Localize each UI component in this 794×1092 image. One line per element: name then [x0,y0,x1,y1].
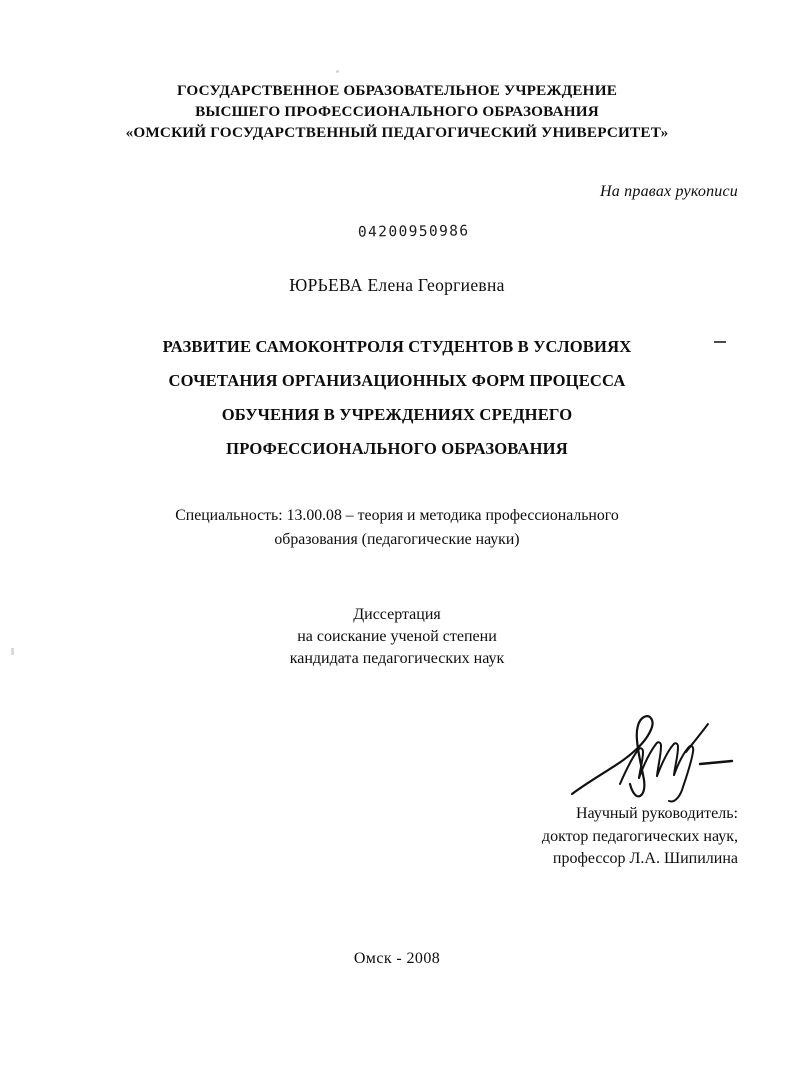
title-line-2: СОЧЕТАНИЯ ОРГАНИЗАЦИОННЫХ ФОРМ ПРОЦЕССА [168,371,626,390]
scan-dash-artifact [714,341,726,343]
institution-line-3: «ОМСКИЙ ГОСУДАРСТВЕННЫЙ ПЕДАГОГИЧЕСКИЙ УНИВЕРСИТЕТ» [125,124,669,141]
author-name: ЮРЬЕВА Елена Георгиевна [289,275,505,295]
degree-line-3: кандидата педагогических наук [289,650,505,667]
institution-line-1: ГОСУДАРСТВЕННОЕ ОБРАЗОВАТЕЛЬНОЕ УЧРЕЖДЕНИЕ [176,82,618,99]
scientific-advisor-block [542,803,738,871]
title-line-1: РАЗВИТИЕ САМОКОНТРОЛЯ СТУДЕНТОВ В УСЛОВИЯХ [162,337,632,356]
degree-statement [0,604,794,670]
title-line-4: ПРОФЕССИОНАЛЬНОГО ОБРАЗОВАНИЯ [226,439,568,458]
specialty-line-1: Специальность: 13.00.08 – теория и методика профессионального [175,507,619,524]
signature-icon [566,706,746,806]
scan-speck-artifact [336,70,339,73]
institution-line-2: ВЫСШЕГО ПРОФЕССИОНАЛЬНОГО ОБРАЗОВАНИЯ [195,103,599,120]
specialty-block [110,504,684,552]
manuscript-rights-note: На правах рукописи [600,183,738,200]
place-and-year: Омск - 2008 [353,950,441,967]
specialty-line-2: образования (педагогические науки) [274,531,520,548]
dissertation-title [97,330,697,466]
institution-header [0,80,794,143]
advisor-degree: доктор педагогических наук, [541,827,738,845]
catalog-number-stamp: 04200950986 [357,223,470,241]
advisor-name: профессор Л.А. Шипилина [552,850,738,867]
degree-line-1: Диссертация [353,606,441,623]
degree-line-2: на соискание ученой степени [297,628,497,645]
advisor-label: Научный руководитель: [575,805,738,822]
title-line-3: ОБУЧЕНИЯ В УЧРЕЖДЕНИЯХ СРЕДНЕГО [221,405,573,424]
handwritten-signature [566,706,746,806]
